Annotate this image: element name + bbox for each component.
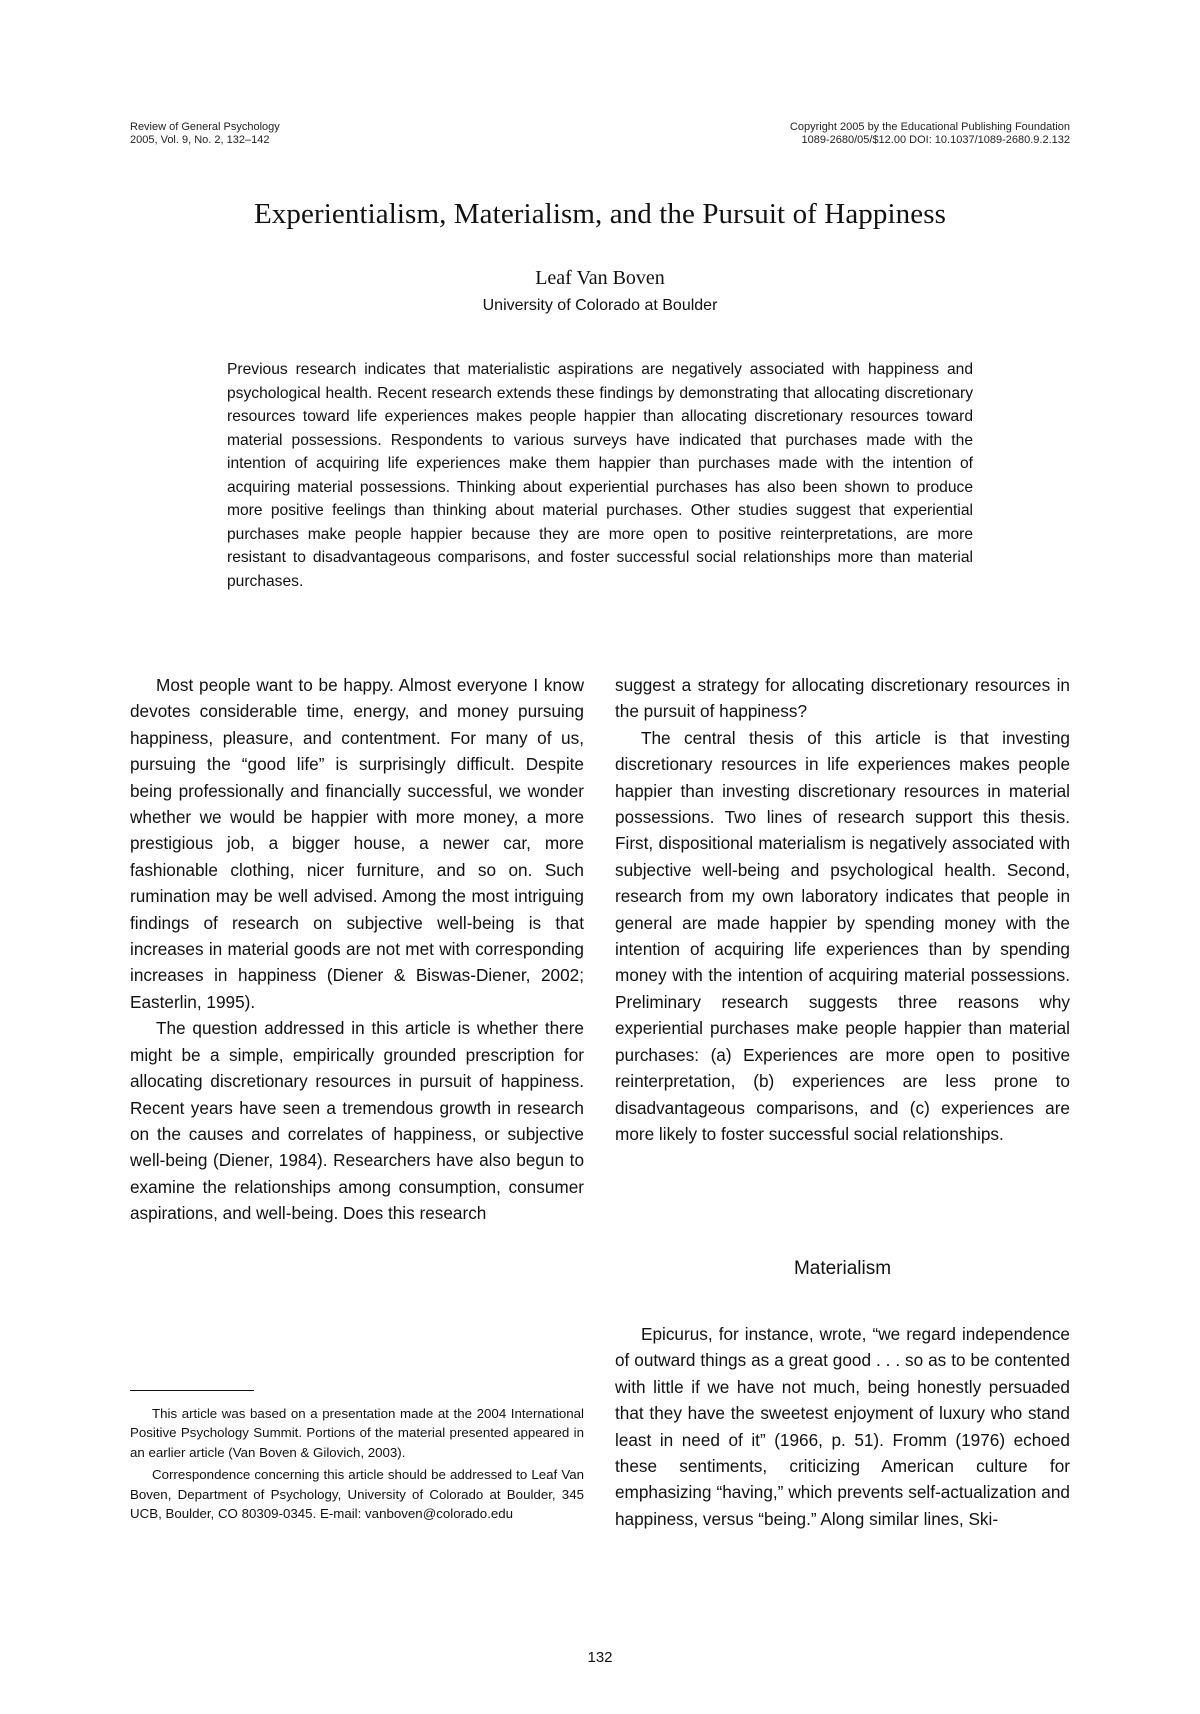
abstract: Previous research indicates that materialistic aspirations are negatively associated with happiness and psychological health. Recent research extends these findings by demonstrating that allocating discretionary resources toward life experiences makes people happier than allocating discretionary resources toward material possessions. Respondents to various surveys have indicated that purchases made with the intention of acquiring life experiences make them happier than purchases made with the intention of acquiring material possessions. Thinking about experiential purchases has also been shown to produce more positive feelings than thinking about material purchases. Other studies suggest that experiential purchases make people happier because they are more open to positive reinterpretations, are more resistant to disadvantageous comparisons, and foster successful social relationships more than material purchases. (227, 361, 973, 590)
volume-info: 2005, Vol. 9, No. 2, 132–142 (130, 134, 270, 146)
page-number: 132 (587, 1649, 613, 1666)
journal-name: Review of General Psychology (130, 121, 280, 133)
body-paragraph: The question addressed in this article is whether there might be a simple, empirically grounded prescription for allocating discretionary resources in pursuit of happiness. Recent years have seen a tremendous growth in research on the causes and correlates of happiness, or subjective well-being (Diener, 1984). Researchers have also begun to examine the relationships among consumption, consumer aspirations, and well-being. Does this research (130, 1018, 584, 1224)
article-title: Experientialism, Materialism, and the Pursuit of Happiness (253, 198, 946, 230)
running-header-left (130, 121, 280, 147)
footnote: Correspondence concerning this article should be addressed to Leaf Van Boven, Department of Psychology, University of Colorado at Boulder, 345 UCB, Boulder, CO 80309-0345. E-mail: vanboven@colorado.edu (130, 1467, 584, 1522)
footnotes (130, 1404, 584, 1526)
body-paragraph: The central thesis of this article is that investing discretionary resources in life experiences makes people happier than investing discretionary resources in material possessions. Two lines of research support this thesis. First, dispositional materialism is negatively associated with subjective well-being and psychological health. Second, research from my own laboratory indicates that people in general are made happier by spending money with the intention of acquiring life experiences than by spending money with the intention of acquiring material possessions. Preliminary research suggests three reasons why experiential purchases make people happier than material purchases: (a) Experiences are more open to positive reinterpretation, (b) experiences are less prone to disadvantageous comparisons, and (c) experiences are more likely to foster successful social relationships. (615, 727, 1070, 1144)
author-name: Leaf Van Boven (535, 267, 665, 289)
body-column-right-section (615, 1321, 1070, 1532)
copyright-line: Copyright 2005 by the Educational Publishing Foundation (789, 121, 1070, 133)
body-column-left (130, 672, 584, 1227)
body-paragraph-continued: suggest a strategy for allocating discretionary resources in the pursuit of happiness? (615, 675, 1070, 722)
footnote: This article was based on a presentation made at the 2004 International Positive Psychology Summit. Portions of the material presented appeared in an earlier article (Van Boven & Gilovich, 2003). (130, 1406, 584, 1460)
footnote-divider (130, 1390, 254, 1391)
author-affiliation: University of Colorado at Boulder (482, 297, 718, 314)
issn-doi-line: 1089-2680/05/$12.00 DOI: 10.1037/1089-2680.9.2.132 (801, 134, 1070, 146)
body-column-right (615, 672, 1070, 1147)
body-paragraph: Epicurus, for instance, wrote, “we regard independence of outward things as a great good . . . so as to be contented with little if we have not much, being honestly persuaded that they have the sweetest enjoyment of luxury who stand least in need of it” (1966, p. 51). Fromm (1976) echoed these sentiments, criticizing American culture for emphasizing “having,” which prevents self-actualization and happiness, versus “being.” Along similar lines, Ski- (615, 1324, 1070, 1529)
section-heading: Materialism (793, 1258, 892, 1279)
running-header-right (790, 121, 1070, 147)
body-paragraph: Most people want to be happy. Almost everyone I know devotes considerable time, energy, and money pursuing happiness, pleasure, and contentment. For many of us, pursuing the “good life” is surprisingly difficult. Despite being professionally and financially successful, we wonder whether we would be happier with more money, a more prestigious job, a bigger house, a newer car, more fashionable clothing, nicer furniture, and so on. Such rumination may be well advised. Among the most intriguing findings of research on subjective well-being is that increases in material goods are not met with corresponding increases in happiness (Diener & Biswas-Diener, 2002; Easterlin, 1995). (130, 675, 584, 1012)
